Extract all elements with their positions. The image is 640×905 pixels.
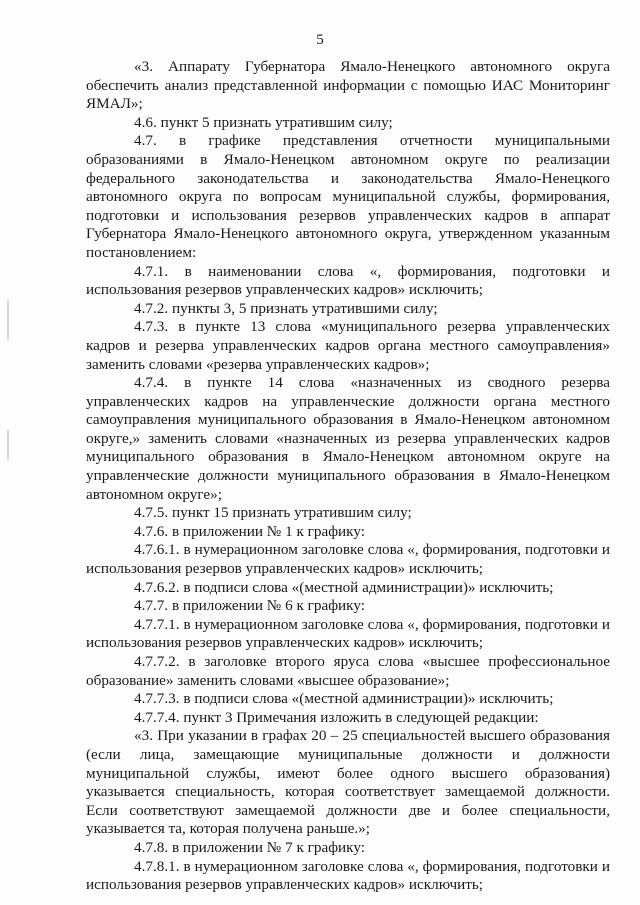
document-body [86,58,610,895]
paragraph: «3. Аппарату Губернатора Ямало-Ненецкого автономного округа обеспечить анализ представленной информации с помощью ИАС Мониторинг ЯМАЛ»; [86,58,610,113]
paragraph: 4.7.8. в приложении № 7 к графику: [134,838,365,856]
paragraph: 4.7.7.3. в подписи слова «(местной администрации)» исключить; [134,690,554,708]
paragraph: 4.7.8.1. в нумерационном заголовке слова «, формирования, подготовки и использования резервов управленческих кадров» исключить; [86,857,610,894]
paragraph: 4.7.6. в приложении № 1 к графику: [134,522,365,540]
page-number: 5 [316,32,324,48]
paragraph: 4.7.3. в пункте 13 слова «муниципального резерва управленческих кадров и резерва управленческих кадров органа местного самоуправления» заменить словами «резерва управленческих кадров»; [86,318,610,373]
paragraph: 4.7.6.2. в подписи слова «(местной администрации)» исключить; [134,578,554,596]
paragraph: 4.7.7. в приложении № 6 к графику: [134,597,365,615]
paragraph: 4.7.1. в наименовании слова «, формирования, подготовки и использования резервов управленческих кадров» исключить; [86,262,610,299]
paragraph: «3. При указании в графах 20 – 25 специальностей высшего образования (если лица, замещающие муниципальные должности и должности муниципальной службы, имеют более одного высшего образования) указывается специальность, которая соответствует замещаемой должности. Если соответствуют замещаемой должности две и более специальности, указывается та, которая получена раньше.»; [86,727,610,838]
paragraph: 4.6. пункт 5 признать утратившим силу; [134,113,393,131]
paragraph: 4.7.2. пункты 3, 5 признать утратившими силу; [134,299,438,317]
scan-artifact [7,300,9,340]
scan-artifact [7,430,9,460]
paragraph: 4.7.7.1. в нумерационном заголовке слова «, формирования, подготовки и использования резервов управленческих кадров» исключить; [86,615,610,652]
paragraph: 4.7.7.2. в заголовке второго яруса слова «высшее профессиональное образование» заменить словами «высшее образование»; [86,653,610,689]
paragraph: 4.7.5. пункт 15 признать утратившим силу; [134,504,412,522]
paragraph: 4.7. в графике представления отчетности муниципальными образованиями в Ямало-Ненецком автономном округе по реализации федерального законодательства и законодательства Ямало-Ненецкого автономного округа по вопросам муниципальной службы, формирования, подготовки и использования резервов управленческих кадров в аппарат Губернатора Ямало-Ненецкого автономного округа, утвержденном указанным постановлением: [86,132,610,261]
paragraph: 4.7.7.4. пункт 3 Примечания изложить в следующей редакции: [134,708,539,726]
paragraph: 4.7.6.1. в нумерационном заголовке слова «, формирования, подготовки и использования резервов управленческих кадров» исключить; [86,541,610,578]
paragraph: 4.7.4. в пункте 14 слова «назначенных из сводного резерва управленческих кадров на управленческие должности органа местного самоуправления муниципального образования в Ямало-Ненецком автономном округе,» заменить словами «назначенных из резерва управленческих кадров муниципального образования в Ямало-Ненецком автономном округе на управленческие должности муниципального образования в Ямало-Ненецком автономном округе»; [86,374,610,503]
